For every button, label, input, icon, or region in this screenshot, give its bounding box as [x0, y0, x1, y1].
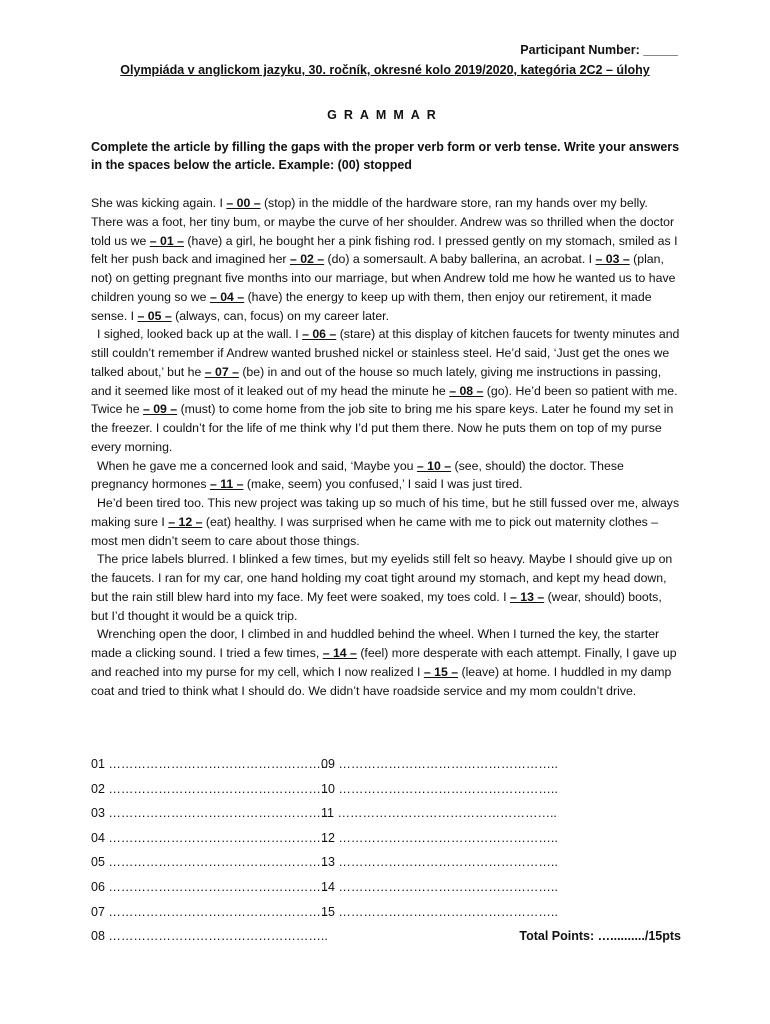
answer-row [91, 831, 681, 856]
article-text-run: (wear, should) boots, but I’d thought it would be a quick trip. [91, 589, 662, 623]
gap-marker: – 02 – [289, 252, 325, 267]
article-text-run: (have) a girl, he bought her a pink fishing rod. I pressed gently on my stomach, smiled as I felt her push back and imagined her [91, 233, 678, 267]
article-text-run: (feel) more desperate with each attempt. Finally, I gave up and reached into my purse for my cell, which I now realized I [91, 646, 677, 679]
gap-marker: – 06 – [302, 327, 337, 342]
answer-line[interactable]: 06 …………………………………………….. [91, 879, 328, 894]
answer-line[interactable]: 11 …………………………………………….. [321, 806, 557, 821]
answer-line[interactable]: 05 …………………………………………….. [91, 855, 328, 870]
answer-line[interactable]: 13 …………………………………………….. [321, 855, 558, 870]
article-text [91, 194, 681, 700]
article-paragraph [91, 625, 681, 700]
total-points: Total Points: …........../15pts [519, 929, 681, 944]
article-text-run: (always, can, focus) on my career later. [171, 308, 390, 323]
article-text-run: The price labels blurred. I blinked a few times, but my eyelids still felt so heavy. Maybe I should give up on the faucets. I ran for my car, one hand holding my coat tight around my stomach, and kept my head down, but the rain still blew hard into my face. My feet were soaked, my toes cold. I [91, 552, 673, 604]
article-text-run: (do) a somersault. A baby ballerina, an acrobat. I [324, 252, 596, 267]
article-text-run: (leave) at home. I huddled in my damp coat and tried to think what I should do. We didn’t have roadside service and my mom couldn’t drive. [91, 664, 672, 698]
article-paragraph [91, 325, 681, 456]
gap-marker: – 01 – [149, 233, 184, 248]
answer-line[interactable]: 15 …………………………………………….. [321, 904, 558, 919]
gap-marker: – 12 – [168, 514, 203, 529]
gap-marker: – 07 – [204, 364, 239, 379]
article-text-run: When he gave me a concerned look and said, ‘Maybe you [97, 458, 417, 473]
article-text-run: (eat) healthy. I was surprised when he came with me to pick out maternity clothes – most men didn’t seem to care about those things. [91, 514, 659, 548]
document-title: Olympiáda v anglickom jazyku, 30. ročník, okresné kolo 2019/2020, kategória 2C2 – úlohy [120, 63, 650, 77]
answer-line[interactable]: 08 …………………………………………….. [91, 929, 328, 944]
gap-marker: – 11 – [209, 477, 244, 492]
article-text-run: (stare) at this display of kitchen faucets for twenty minutes and still couldn’t remember if Andrew wanted brushed nickel or stainless steel. He’d said, ‘Just get the ones we talked about,’ but he [91, 327, 680, 379]
article-text-run: (must) to come home from the job site to bring me his spare keys. Later he found my set in the freezer. I couldn’t for the life of me think why I’d put them there. Now he puts them on top of my purse every morning. [91, 402, 674, 454]
article-paragraph [91, 550, 681, 625]
instructions: Complete the article by filling the gaps with the proper verb form or verb tense. Write your answers in the spaces below the article. Example: (00) stopped [91, 140, 680, 172]
article-text-run: Wrenching open the door, I climbed in and huddled behind the wheel. When I turned the key, the starter made a clicking sound. I tried a few times, [91, 627, 660, 660]
gap-marker: – 15 – [423, 664, 459, 679]
answer-row [91, 782, 681, 807]
answer-line[interactable]: 12 …………………………………………….. [321, 830, 558, 845]
answer-row [91, 905, 681, 930]
answer-row [91, 929, 681, 954]
gap-marker: – 00 – [226, 196, 261, 210]
answer-line[interactable]: 03 …………………………………………….. [91, 806, 328, 821]
answer-line[interactable]: 04 …………………………………………….. [91, 830, 328, 845]
article-text-run: I sighed, looked back up at the wall. I [97, 327, 303, 342]
answer-row [91, 757, 681, 782]
gap-marker: – 09 – [142, 402, 178, 417]
answer-line[interactable]: 10 …………………………………………….. [321, 781, 558, 796]
article-paragraph [91, 194, 681, 325]
answer-row [91, 806, 681, 831]
answer-line[interactable]: 07 …………………………………………….. [91, 904, 328, 919]
section-title: GRAMMAR [327, 108, 443, 122]
answer-row [91, 880, 681, 905]
gap-marker: – 05 – [137, 308, 172, 323]
article-text-run: (stop) in the middle of the hardware store, ran my hands over my belly. There was a foot, her tiny bum, or maybe the curve of her shoulder. Andrew was so thrilled when the doctor told us we [91, 196, 675, 248]
gap-marker: – 03 – [595, 252, 630, 267]
gap-marker: – 13 – [509, 589, 545, 604]
article-paragraph [91, 457, 681, 495]
article-text-run: (be) in and out of the house so much lately, giving me instructions in passing, and it seemed like most of it leaked out of my head the minute he [91, 364, 662, 398]
gap-marker: – 08 – [449, 383, 484, 398]
answer-line[interactable]: 09 …………………………………………….. [321, 757, 558, 771]
gap-marker: – 10 – [416, 458, 452, 473]
article-paragraph [91, 494, 681, 550]
answer-line[interactable]: 14 …………………………………………….. [321, 879, 558, 894]
answer-row [91, 855, 681, 880]
article-text-run: (go). He’d been so patient with me. Twice he [91, 383, 678, 417]
article-text-run: (make, seem) you confused,’ I said I was just tired. [243, 477, 523, 492]
gap-marker: – 04 – [209, 289, 245, 304]
article-text-run: She was kicking again. I [91, 196, 227, 210]
article-text-run: (plan, not) on getting pregnant five months into our marriage, but when Andrew told me how he wanted us to have children young so we [91, 252, 676, 304]
article-text-run: He’d been tired too. This new project was taking up so much of his time, but he still fussed over me, always making sure I [91, 496, 680, 529]
answer-sheet [91, 757, 681, 954]
gap-marker: – 14 – [322, 646, 357, 660]
answer-line[interactable]: 01 …………………………………………….. [91, 757, 328, 771]
answer-line[interactable]: 02 …………………………………………….. [91, 781, 328, 796]
article-text-run: (see, should) the doctor. These pregnancy hormones [91, 458, 624, 492]
participant-number: Participant Number: _____ [520, 43, 678, 57]
article-text-run: (have) the energy to keep up with them, then enjoy our retirement, it made sense. I [91, 289, 652, 323]
